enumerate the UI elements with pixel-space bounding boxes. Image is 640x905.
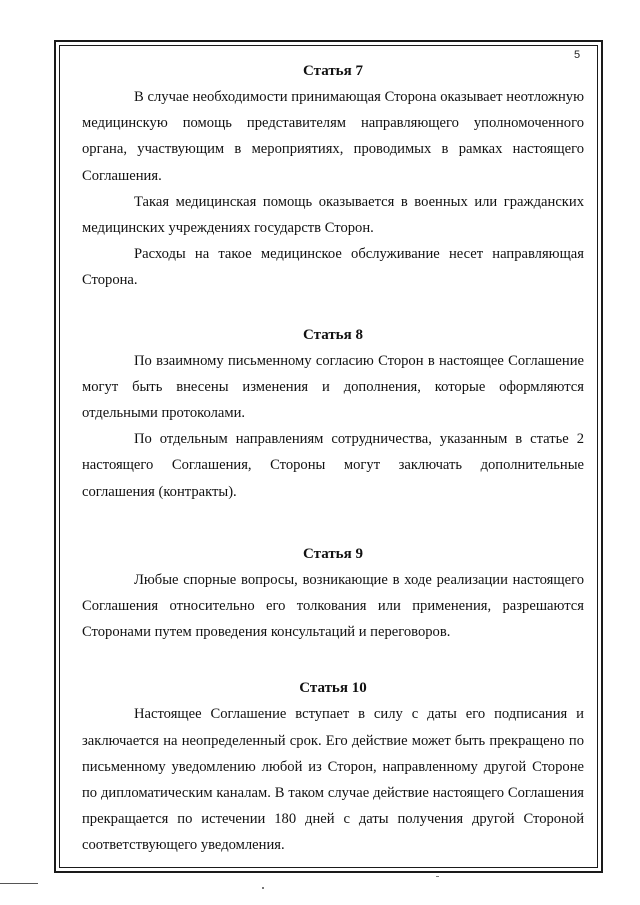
paragraph: Любые спорные вопросы, возникающие в ходе реализации настоящего Соглашения относительно его толкования или применения, разрешаются Сторонами путем проведения консультаций и переговоров. [82, 571, 584, 641]
article-heading: Статья 7 [303, 63, 363, 79]
article-heading: Статья 10 [299, 680, 367, 697]
paragraph: В случае необходимости принимающая Сторона оказывает неотложную медицинскую помощь представителям направляющего уполномоченного органа, участвующим в мероприятиях, проводимых в рамках настоящего Соглашения. [82, 89, 584, 184]
scan-artifact-speck [436, 876, 439, 877]
paragraph: Такая медицинская помощь оказывается в военных или гражданских медицинских учреждениях государств Сторон. [82, 193, 584, 237]
article-10 [82, 675, 584, 858]
scan-artifact-line [0, 883, 38, 884]
article-7 [82, 58, 584, 294]
article-8 [82, 322, 584, 505]
scan-artifact-speck [262, 887, 264, 889]
page-number: 5 [574, 49, 581, 61]
article-9 [82, 541, 584, 646]
document-body [82, 58, 584, 859]
paragraph: По отдельным направлениям сотрудничества, указанным в статье 2 настоящего Соглашения, Стороны могут заключать дополнительные соглашения (контракты). [82, 431, 584, 500]
paragraph: По взаимному письменному согласию Сторон в настоящее Соглашение могут быть внесены изменения и дополнения, которые оформляются отдельными протоколами. [82, 352, 584, 422]
article-heading: Статья 8 [303, 326, 363, 343]
paragraph: Расходы на такое медицинское обслуживание несет направляющая Сторона. [82, 246, 584, 289]
paragraph: Настоящее Соглашение вступает в силу с даты его подписания и заключается на неопределенный срок. Его действие может быть прекращено по письменному уведомлению любой из Сторон, направленному другой Стороне по дипломатическим каналам. В таком случае действие настоящего Соглашения прекращается по истечении 180 дней с даты получения другой Стороной соответствующего уведомления. [82, 706, 584, 854]
article-heading: Статья 9 [303, 545, 363, 562]
